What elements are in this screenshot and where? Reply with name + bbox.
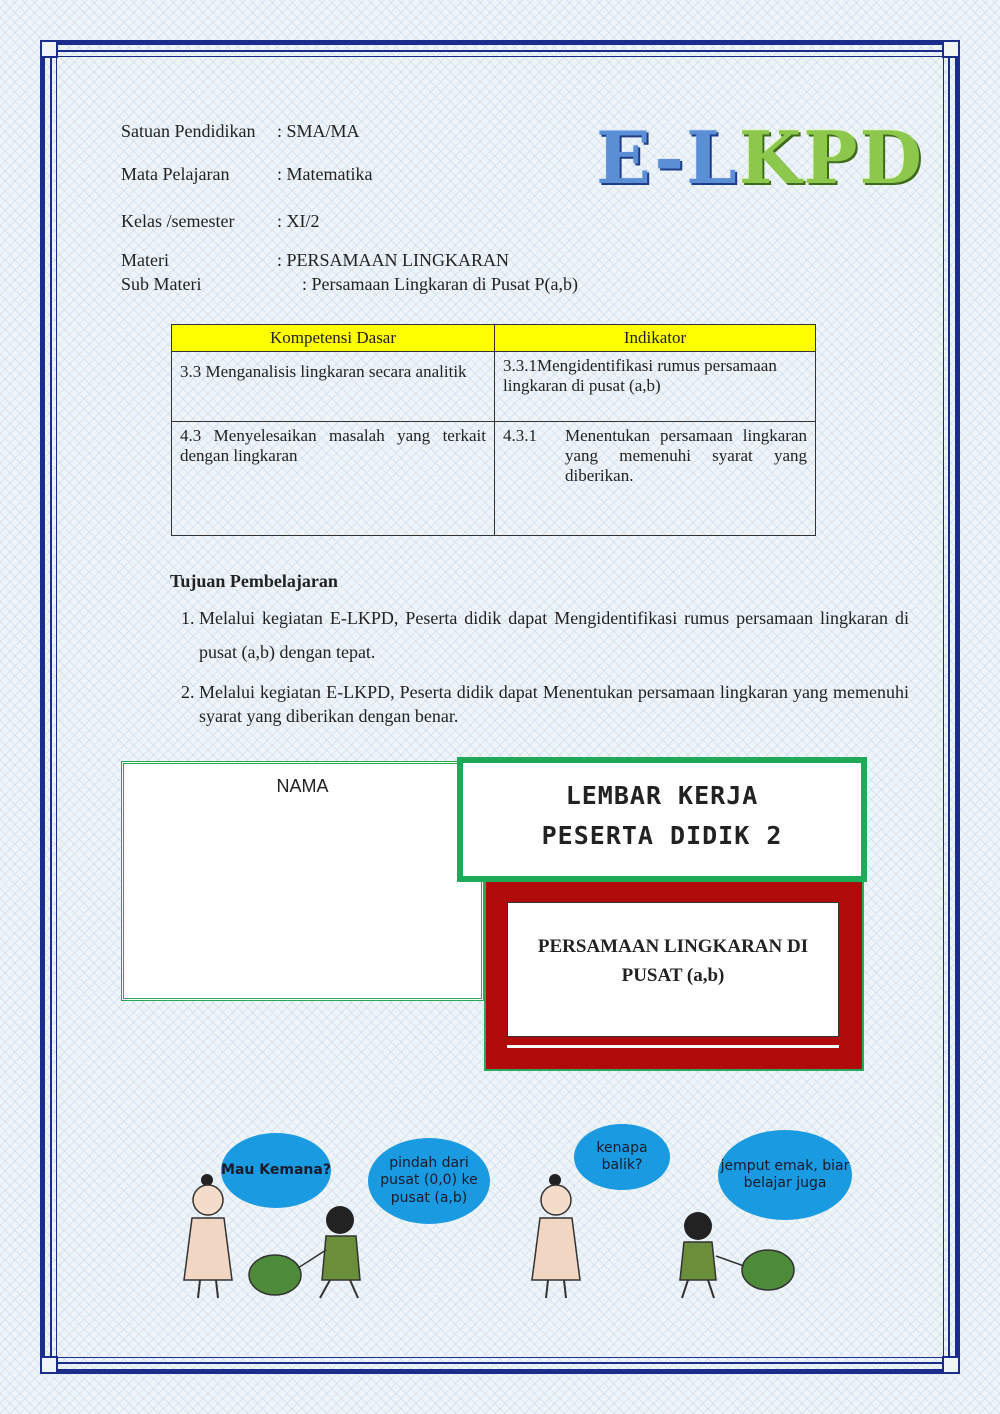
topic-divider	[507, 1045, 839, 1048]
list-item: 2. Melalui kegiatan E-LKPD, Peserta didik dapat Menentukan persamaan lingkaran yang memenuhi syarat yang diberikan dengan benar.	[199, 681, 909, 729]
boy-character-icon	[680, 1212, 794, 1298]
competency-table	[171, 324, 816, 536]
topic-box: PERSAMAAN LINGKARAN DI PUSAT (a,b)	[507, 902, 839, 1037]
speech-bubble-2: pindah dari pusat (0,0) ke pusat (a,b)	[368, 1138, 490, 1224]
girl-character-icon	[532, 1174, 580, 1298]
girl-character-icon	[184, 1174, 232, 1298]
table-cell-kd: 4.3 Menyelesaikan masalah yang terkait dengan lingkaran	[172, 422, 495, 536]
objectives-list	[170, 601, 909, 741]
table-cell-indicator: 3.3.1Mengidentifikasi rumus persamaan lingkaran di pusat (a,b)	[495, 352, 816, 422]
border-corner-ornament	[40, 1356, 58, 1374]
objectives-title: Tujuan Pembelajaran	[170, 571, 338, 591]
table-header-row	[172, 325, 816, 352]
info-row-submaterial: Sub Materi : Persamaan Lingkaran di Pusat P(a,b)	[121, 274, 578, 294]
name-label: NAMA	[276, 776, 329, 796]
speech-bubble-1: Mau Kemana?	[221, 1133, 331, 1208]
table-row	[172, 422, 816, 536]
speech-bubble-4: jemput emak, biar belajar juga	[718, 1130, 852, 1220]
comic-illustration	[170, 1170, 860, 1310]
border-corner-ornament	[942, 40, 960, 58]
list-item: 1. Melalui kegiatan E-LKPD, Peserta didik dapat Mengidentifikasi rumus persamaan lingkaran di pusat (a,b) dengan tepat.	[199, 601, 909, 669]
info-row-class: Kelas /semester : XI/2	[121, 211, 320, 231]
name-box[interactable]	[121, 761, 484, 1001]
speech-bubble-3: kenapa balik?	[574, 1124, 670, 1190]
info-row-material: Materi : PERSAMAAN LINGKARAN	[121, 250, 510, 270]
elkpd-logo: E-LKPD	[596, 115, 924, 200]
border-corner-ornament	[40, 40, 58, 58]
info-row-subject: Mata Pelajaran : Matematika	[121, 164, 373, 184]
table-header-indicator: Indikator	[495, 325, 816, 352]
table-header-kd: Kompetensi Dasar	[172, 325, 495, 352]
info-row-school: Satuan Pendidikan : SMA/MA	[121, 121, 360, 141]
boy-character-icon	[249, 1206, 360, 1298]
worksheet-title-box: LEMBAR KERJA PESERTA DIDIK 2	[457, 757, 867, 882]
table-row	[172, 352, 816, 422]
border-corner-ornament	[942, 1356, 960, 1374]
topic-frame	[484, 880, 864, 1071]
table-cell-kd: 3.3 Menganalisis lingkaran secara analitik	[172, 352, 495, 422]
table-cell-indicator: 4.3.1 Menentukan persamaan lingkaran yang memenuhi syarat yang diberikan.	[495, 422, 816, 536]
